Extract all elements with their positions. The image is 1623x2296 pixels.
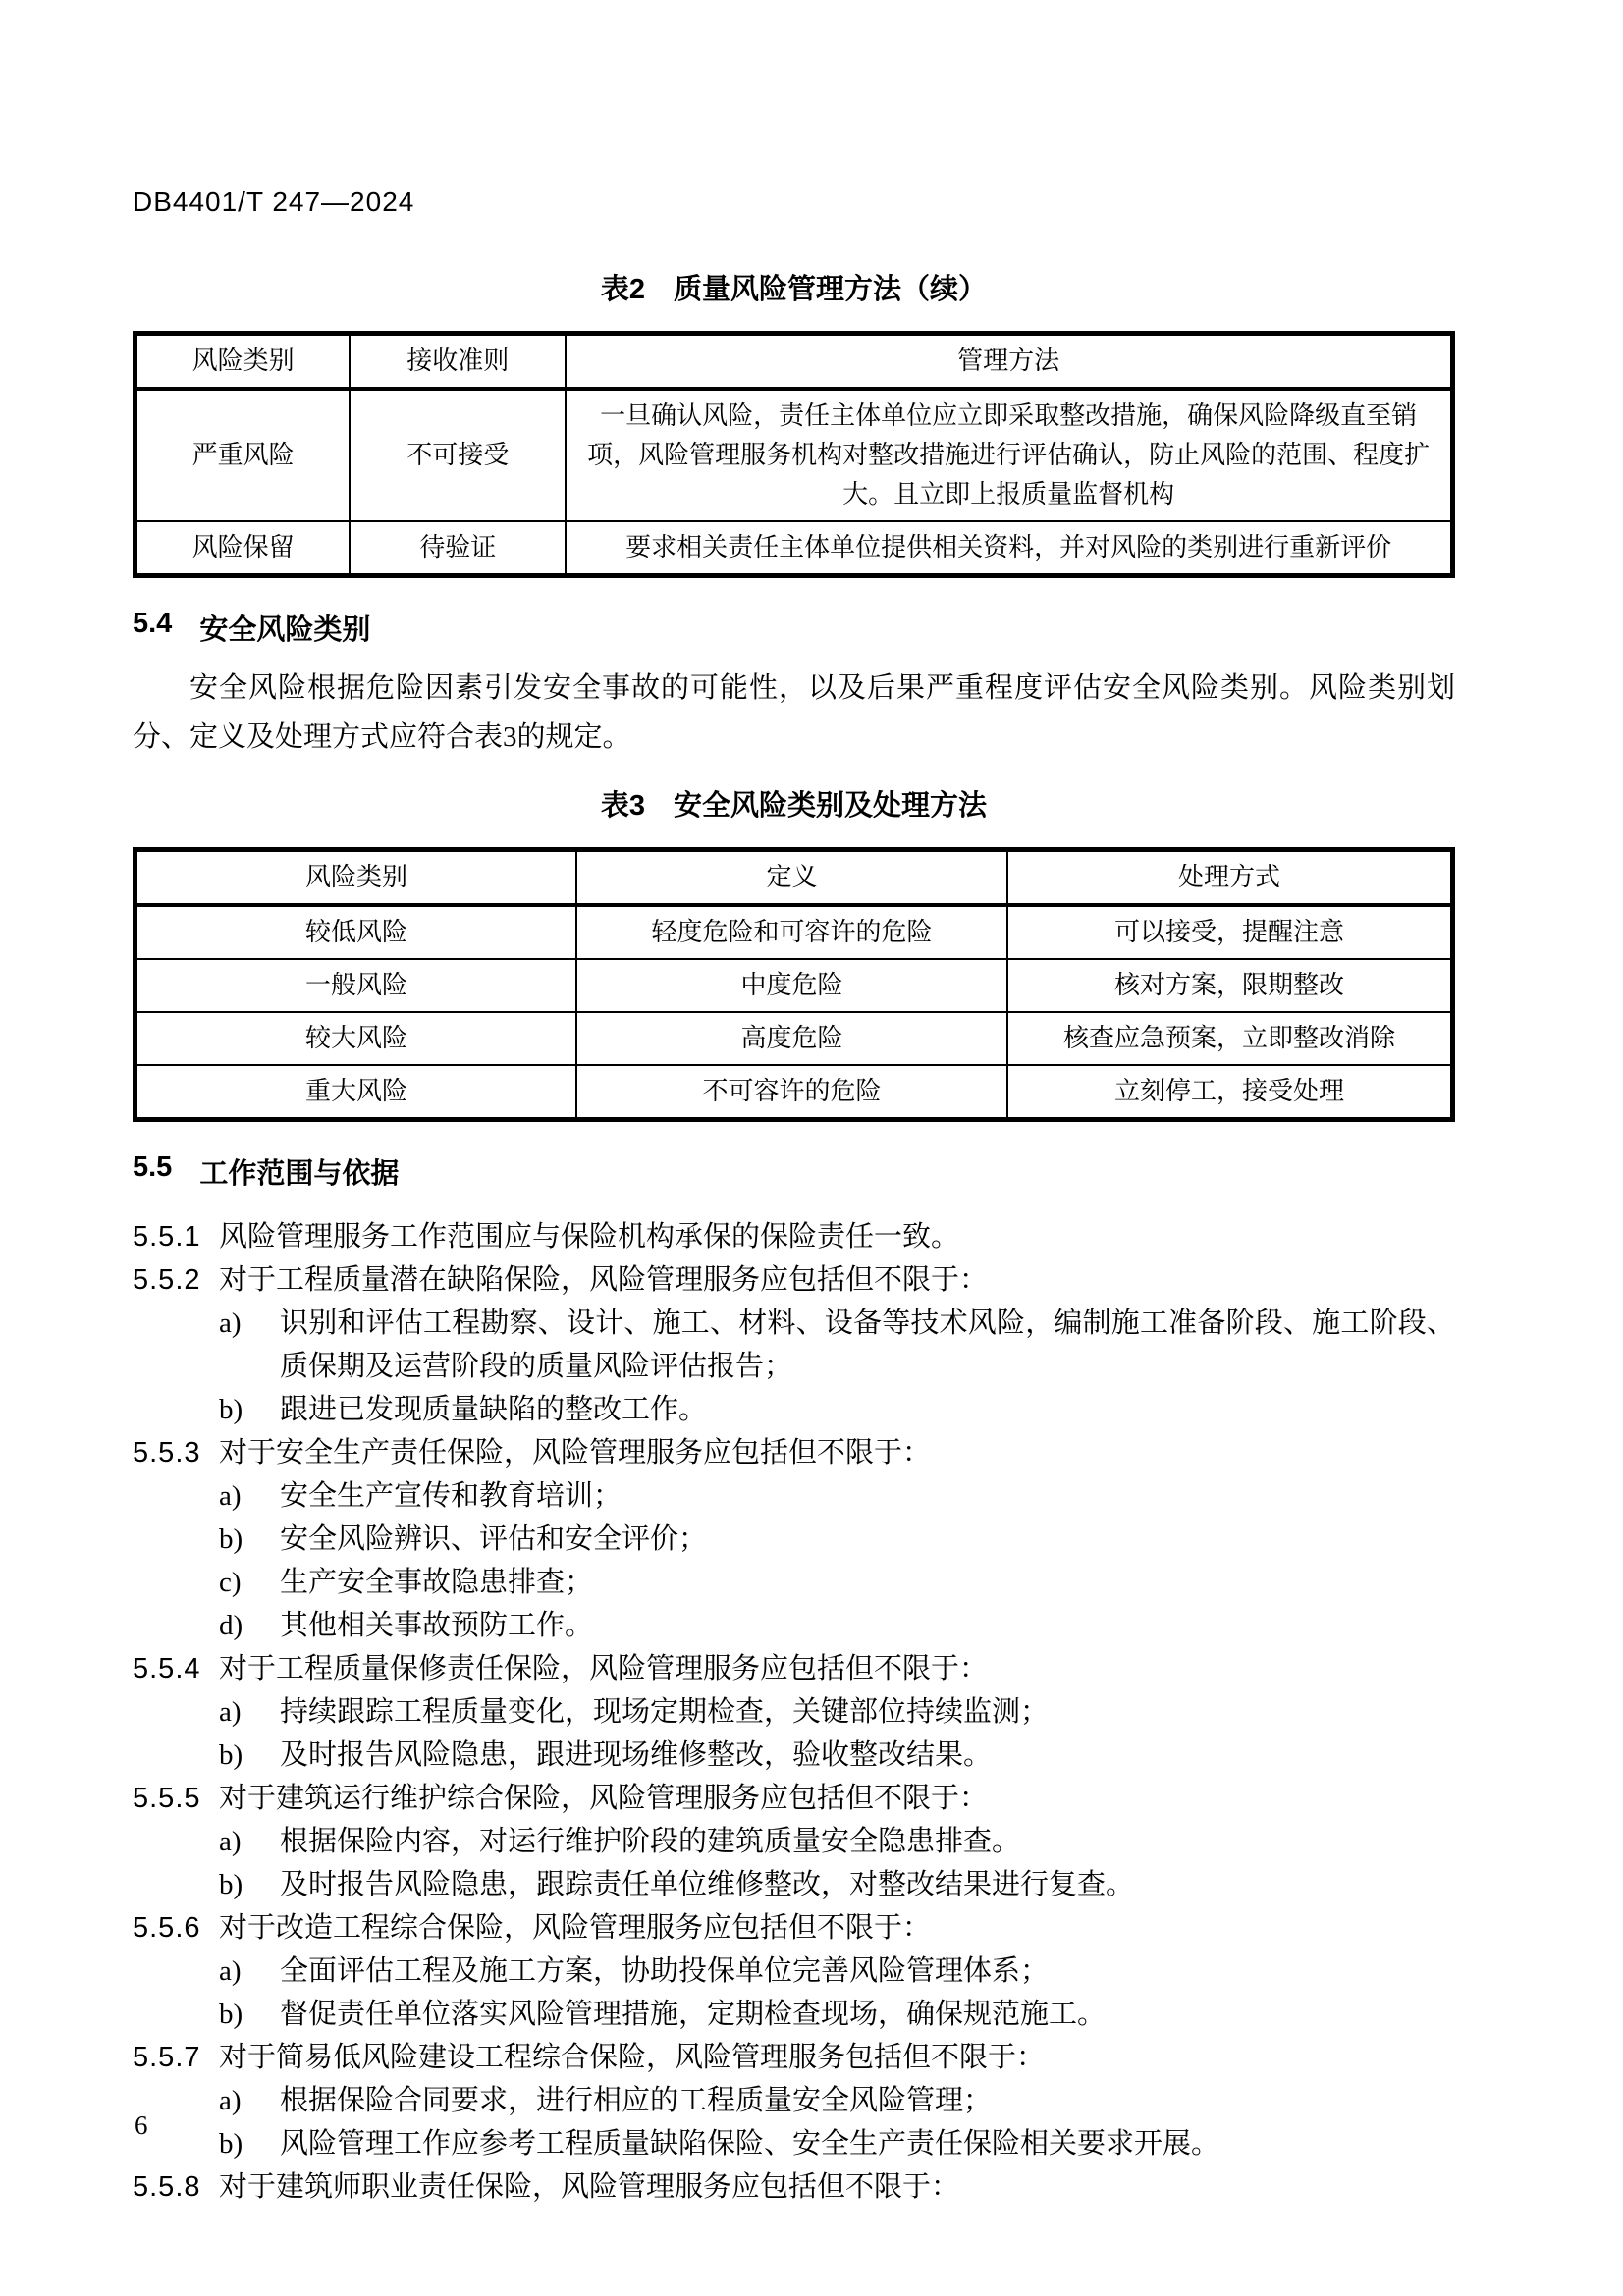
table-row: [135, 905, 1453, 959]
table3-header-category: 风险类别: [135, 850, 577, 906]
table-cell-category: 较大风险: [135, 1012, 577, 1065]
table-cell-category: 较低风险: [135, 905, 577, 959]
clause-text: 对于建筑师职业责任保险，风险管理服务应包括但不限于：: [219, 2171, 960, 2203]
table2-header-acceptance: 接收准则: [350, 334, 566, 390]
clause-number: 5.5.6: [133, 1912, 201, 1944]
section-5-4-paragraph: 安全风险根据危险因素引发安全事故的可能性，以及后果严重程度评估安全风险类别。风险类别划分、定义及处理方式应符合表3的规定。: [133, 672, 1455, 753]
subitem-text: 及时报告风险隐患，跟踪责任单位维修整改，对整改结果进行复查。: [280, 1869, 1135, 1900]
clause-number: 5.5.4: [133, 1653, 201, 1684]
subitem-text: 安全生产宣传和教育培训；: [280, 1480, 622, 1512]
table3-header-handling: 处理方式: [1007, 850, 1453, 906]
table-cell-category: 严重风险: [135, 389, 351, 521]
table2-quality-risk-methods: [133, 331, 1455, 578]
clause-5-5-2: [133, 1258, 1455, 1302]
subitem-label: b): [219, 1739, 243, 1771]
table-cell-acceptance: 待验证: [350, 521, 566, 576]
table-cell-acceptance: 不可接受: [350, 389, 566, 521]
subitem-label: b): [219, 1394, 243, 1425]
subitem-label: b): [219, 1523, 243, 1555]
clause-5-5-6: [133, 1906, 1455, 1949]
clause-number: 5.5.2: [133, 1264, 201, 1296]
page-content: [133, 187, 1455, 2209]
clause-5-5-8: [133, 2165, 1455, 2209]
table-row: [135, 389, 1453, 521]
table-cell-definition: 不可容许的危险: [576, 1065, 1007, 1120]
section-heading-5-4: [133, 608, 1455, 648]
table2-header-row: [135, 334, 1453, 390]
subitem-label: a): [219, 1826, 242, 1857]
doc-header: DB4401/T 247—2024: [133, 187, 415, 217]
section-title: 工作范围与依据: [199, 1158, 400, 1190]
table-cell-definition: 中度危险: [576, 959, 1007, 1012]
clause-number: 5.5.8: [133, 2171, 201, 2203]
list-item: [133, 1993, 1455, 2036]
clause-text: 对于安全生产责任保险，风险管理服务应包括但不限于：: [219, 1437, 932, 1468]
clause-number: 5.5.1: [133, 1221, 201, 1253]
subitem-text: 其他相关事故预防工作。: [280, 1610, 594, 1641]
subitem-text: 督促责任单位落实风险管理措施，定期检查现场，确保规范施工。: [280, 1999, 1107, 2030]
subitem-label: a): [219, 2085, 242, 2116]
subitem-label: b): [219, 1869, 243, 1900]
subitem-text: 全面评估工程及施工方案，协助投保单位完善风险管理体系；: [280, 1955, 1050, 1987]
clause-text: 对于工程质量保修责任保险，风险管理服务应包括但不限于：: [219, 1653, 989, 1684]
subitem-text: 跟进已发现质量缺陷的整改工作。: [280, 1394, 708, 1425]
clause-number: 5.5.3: [133, 1437, 201, 1468]
subitem-text: 根据保险内容，对运行维护阶段的建筑质量安全隐患排查。: [280, 1826, 1021, 1857]
list-item: [133, 1561, 1455, 1604]
subitem-text: 及时报告风险隐患，跟进现场维修整改，验收整改结果。: [280, 1739, 993, 1771]
table2-header-category: 风险类别: [135, 334, 351, 390]
subitem-label: d): [219, 1610, 243, 1641]
table-cell-definition: 高度危险: [576, 1012, 1007, 1065]
table-cell-category: 风险保留: [135, 521, 351, 576]
subitem-text: 识别和评估工程勘察、设计、施工、材料、设备等技术风险，编制施工准备阶段、施工阶段、质保期及运营阶段的质量风险评估报告；: [280, 1308, 1455, 1382]
table-row: [135, 1065, 1453, 1120]
table-row: [135, 959, 1453, 1012]
subitem-text: 持续跟踪工程质量变化，现场定期检查，关键部位持续监测；: [280, 1696, 1050, 1728]
clause-5-5-4: [133, 1647, 1455, 1690]
list-item: [133, 1388, 1455, 1431]
subitem-label: b): [219, 2128, 243, 2160]
list-item: [133, 1863, 1455, 1906]
list-item: [133, 2122, 1455, 2165]
subitem-label: c): [219, 1567, 242, 1598]
table-cell-method: 一旦确认风险，责任主体单位应立即采取整改措施，确保风险降级直至销项，风险管理服务机构对整改措施进行评估确认，防止风险的范围、程度扩大。且立即上报质量监督机构: [566, 389, 1452, 521]
table-cell-handling: 立刻停工，接受处理: [1007, 1065, 1453, 1120]
clause-number: 5.5.5: [133, 1783, 201, 1814]
clause-text: 对于改造工程综合保险，风险管理服务应包括但不限于：: [219, 1912, 932, 1944]
subitem-label: b): [219, 1999, 243, 2030]
table-cell-method: 要求相关责任主体单位提供相关资料，并对风险的类别进行重新评价: [566, 521, 1452, 576]
list-item: [133, 1474, 1455, 1518]
list-item: [133, 1604, 1455, 1647]
list-item: [133, 1690, 1455, 1734]
list-item: [133, 1302, 1455, 1388]
section-number: 5.4: [133, 608, 173, 639]
table-row: [135, 1012, 1453, 1065]
table-cell-handling: 可以接受，提醒注意: [1007, 905, 1453, 959]
clause-text: 风险管理服务工作范围应与保险机构承保的保险责任一致。: [219, 1221, 960, 1253]
clause-5-5-5: [133, 1777, 1455, 1820]
table-cell-handling: 核查应急预案，立即整改消除: [1007, 1012, 1453, 1065]
table-cell-category: 重大风险: [135, 1065, 577, 1120]
table-cell-handling: 核对方案，限期整改: [1007, 959, 1453, 1012]
list-item: [133, 2079, 1455, 2122]
table3-header-row: [135, 850, 1453, 906]
list-item: [133, 1734, 1455, 1777]
subitem-text: 风险管理工作应参考工程质量缺陷保险、安全生产责任保险相关要求开展。: [280, 2128, 1220, 2160]
section-heading-5-5: [133, 1151, 1455, 1192]
list-item: [133, 1949, 1455, 1993]
clause-number: 5.5.7: [133, 2042, 201, 2073]
table3-safety-risk-categories: [133, 847, 1455, 1122]
clause-text: 对于简易低风险建设工程综合保险，风险管理服务包括但不限于：: [219, 2042, 1046, 2073]
list-item: [133, 1518, 1455, 1561]
clause-text: 对于建筑运行维护综合保险，风险管理服务应包括但不限于：: [219, 1783, 989, 1814]
subitem-text: 生产安全事故隐患排查；: [280, 1567, 594, 1598]
section-number: 5.5: [133, 1151, 173, 1183]
section-title: 安全风险类别: [199, 614, 371, 646]
table2-caption: 表2 质量风险管理方法（续）: [600, 274, 988, 305]
clause-5-5-3: [133, 1431, 1455, 1474]
subitem-label: a): [219, 1955, 242, 1987]
table-cell-category: 一般风险: [135, 959, 577, 1012]
clause-5-5-7: [133, 2036, 1455, 2079]
subitem-label: a): [219, 1480, 242, 1512]
table-row: [135, 521, 1453, 576]
list-item: [133, 1820, 1455, 1863]
clause-5-5-1: [133, 1215, 1455, 1258]
table2-header-method: 管理方法: [566, 334, 1452, 390]
table3-caption: 表3 安全风险类别及处理方法: [600, 790, 988, 822]
subitem-label: a): [219, 1696, 242, 1728]
subitem-label: a): [219, 1308, 242, 1339]
subitem-text: 安全风险辨识、评估和安全评价；: [280, 1523, 708, 1555]
table-cell-definition: 轻度危险和可容许的危险: [576, 905, 1007, 959]
page-number: 6: [135, 2110, 148, 2140]
subitem-text: 根据保险合同要求，进行相应的工程质量安全风险管理；: [280, 2085, 993, 2116]
clause-text: 对于工程质量潜在缺陷保险，风险管理服务应包括但不限于：: [219, 1264, 989, 1296]
clause-list: [133, 1215, 1455, 2209]
table3-header-definition: 定义: [576, 850, 1007, 906]
